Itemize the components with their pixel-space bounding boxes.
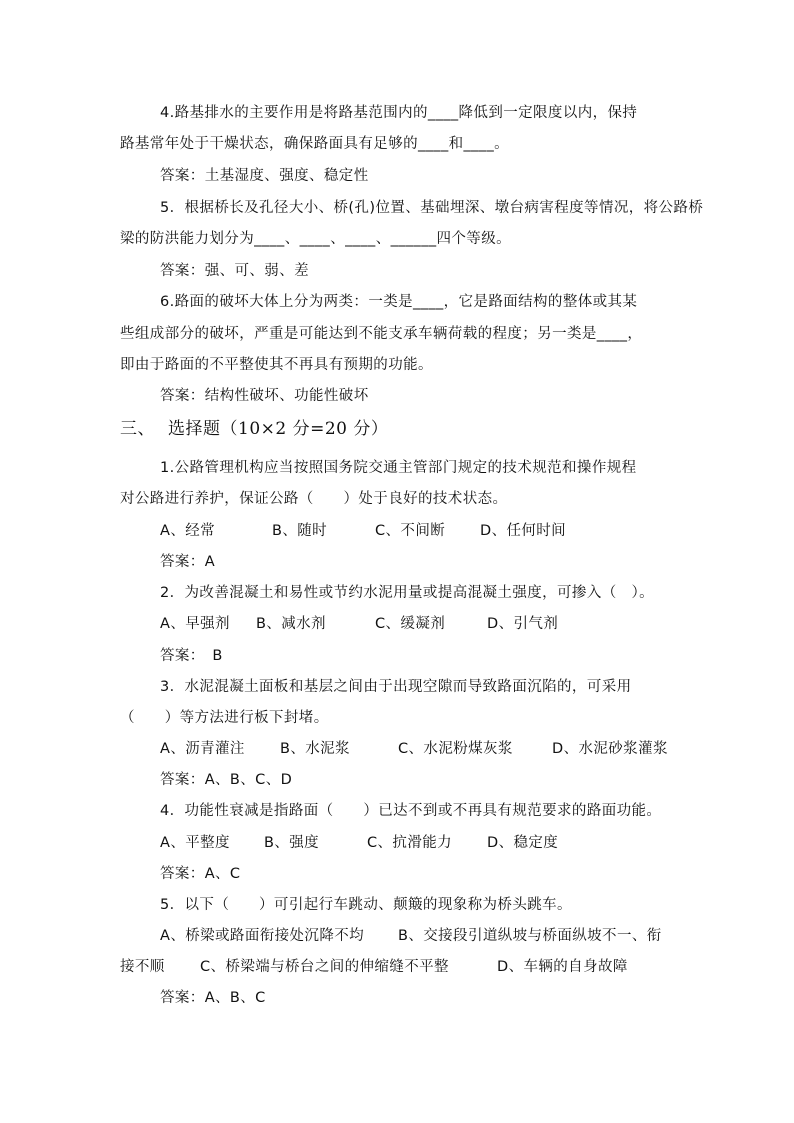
question-text: 梁的防洪能力划分为____、____、____、______四个等级。 (120, 231, 511, 247)
question-text: 3．水泥混凝土面板和基层之间由于出现空隙而导致路面沉陷的，可采用 (160, 679, 632, 695)
option-d: D、稳定度 (487, 835, 559, 851)
option-b: B、交接段引道纵坡与桥面纵坡不一、衔 (398, 928, 662, 944)
option-c: C、水泥粉煤灰浆 (398, 741, 513, 757)
options-row (160, 521, 794, 543)
option-d: D、水泥砂浆灌浆 (552, 741, 668, 757)
option-c: C、桥梁端与桥台之间的伸缩缝不平整 (200, 959, 449, 975)
question-text: 5．以下（ ）可引起行车跳动、颠簸的现象称为桥头跳车。 (160, 897, 572, 913)
answer-text: 答案：A、C (160, 866, 241, 882)
question-text: 些组成部分的破坏，严重是可能达到不能支承车辆荷载的程度；另一类是____， (120, 326, 643, 342)
options-row (160, 833, 794, 855)
section-number: 三、 (120, 419, 155, 439)
question-text: 路基常年处于干燥状态，确保路面具有足够的____和____。 (120, 136, 509, 152)
option-b: B、水泥浆 (280, 741, 350, 757)
question-text: 6.路面的破坏大体上分为两类：一类是____，它是路面结构的整体或其某 (160, 294, 638, 310)
options-row (120, 957, 794, 979)
question-text: 对公路进行养护，保证公路（ ）处于良好的技术状态。 (120, 491, 508, 507)
question-text: 即由于路面的不平整使其不再具有预期的功能。 (120, 357, 433, 373)
option-c: C、缓凝剂 (375, 616, 446, 632)
section-heading (120, 418, 388, 440)
option-b: B、随时 (272, 523, 328, 539)
option-c: C、不间断 (375, 523, 446, 539)
option-c: C、抗滑能力 (367, 835, 453, 851)
option-a: A、经常 (160, 523, 216, 539)
answer-text: 答案：A (160, 554, 216, 570)
question-text: 2．为改善混凝土和易性或节约水泥用量或提高混凝土强度，可掺入（ ）。 (160, 585, 655, 601)
answer-text: 答案：A、B、C、D (160, 772, 293, 788)
question-text: 4.路基排水的主要作用是将路基范围内的____降低到一定限度以内，保持 (160, 105, 638, 121)
options-row (160, 739, 794, 761)
answer-text: 答案： B (160, 648, 223, 664)
option-a: A、桥梁或路面衔接处沉降不均 (160, 928, 365, 944)
option-b: B、减水剂 (256, 616, 326, 632)
option-b: B、强度 (264, 835, 320, 851)
option-a: A、平整度 (160, 835, 230, 851)
option-d: D、引气剂 (487, 616, 559, 632)
answer-text: 答案：结构性破坏、功能性破坏 (160, 388, 369, 404)
question-text: 5．根据桥长及孔径大小、桥(孔)位置、基础埋深、墩台病害程度等情况，将公路桥 (160, 200, 704, 216)
question-text: 1.公路管理机构应当按照国务院交通主管部门规定的技术规范和操作规程 (160, 460, 637, 476)
options-row (160, 614, 794, 636)
option-a: A、沥青灌注 (160, 741, 245, 757)
answer-text: 答案：强、可、弱、差 (160, 263, 309, 279)
options-row (160, 926, 794, 948)
question-text: 4．功能性衰减是指路面（ ）已达不到或不再具有规范要求的路面功能。 (160, 803, 662, 819)
option-d: D、任何时间 (480, 523, 567, 539)
option-d: D、车辆的自身故障 (497, 959, 628, 975)
option-b-continued: 接不顺 (120, 959, 165, 975)
answer-text: 答案：A、B、C (160, 990, 266, 1006)
option-a: A、早强剂 (160, 616, 230, 632)
answer-text: 答案：土基湿度、强度、稳定性 (160, 168, 369, 184)
question-text: （ ）等方法进行板下封堵。 (120, 710, 329, 726)
section-title: 选择题（10×2 分=20 分） (168, 419, 389, 439)
